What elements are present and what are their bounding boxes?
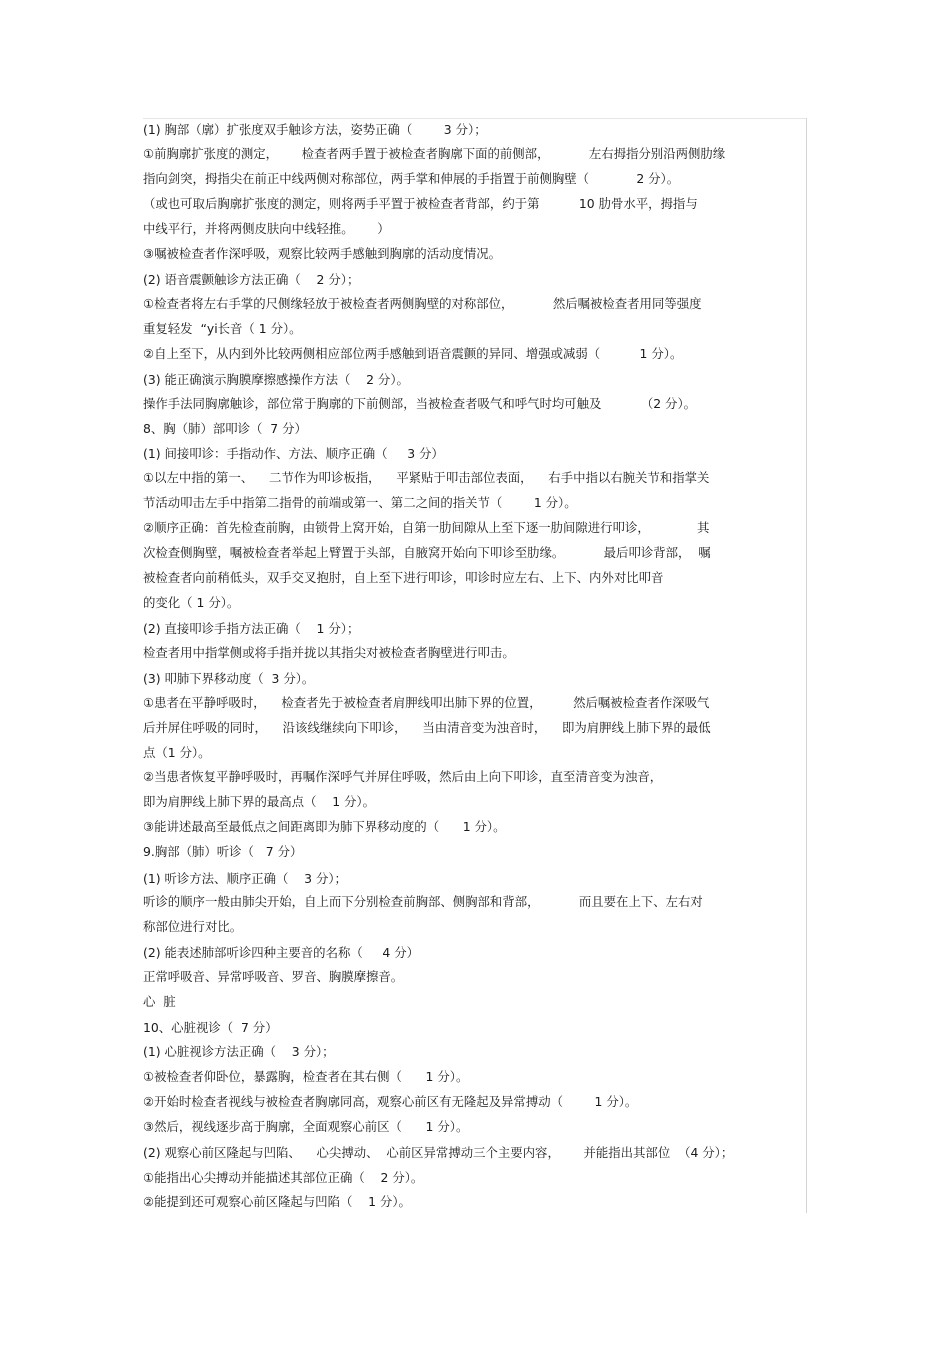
text-line: 指向剑突，拇指尖在前正中线两侧对称部位，两手掌和伸展的手指置于前侧胸壁（ 2 分）。 <box>143 171 680 186</box>
text-line: 的变化（ 1 分）。 <box>143 595 240 610</box>
page-top-border <box>143 118 807 119</box>
text-line: (3) 能正确演示胸膜摩擦感操作方法（ 2 分）。 <box>143 372 409 387</box>
text-line: 次检查侧胸壁，嘱被检查者举起上臂置于头部，自腋窝开始向下叩诊至肋缘。 最后叩诊背部， 嘱 <box>143 545 711 560</box>
text-line: 中线平行，并将两侧皮肤向中线轻推。 ） <box>143 221 390 236</box>
text-line: ②开始时检查者视线与被检查者胸廓同高，观察心前区有无隆起及异常搏动（ 1 分）。 <box>143 1094 638 1109</box>
text-line: 重复轻发 “yi长音（ 1 分）。 <box>143 321 302 336</box>
text-line: 心 脏 <box>143 994 176 1009</box>
text-line: 被检查者向前稍低头，双手交叉抱肘，自上至下进行叩诊，叩诊时应左右、上下、内外对比叩音 <box>143 570 664 585</box>
text-line: 8、胸（肺）部叩诊（ 7 分） <box>143 421 307 436</box>
text-line: (2) 直接叩诊手指方法正确（ 1 分）； <box>143 621 360 636</box>
text-line: (2) 能表述肺部听诊四种主要音的名称（ 4 分） <box>143 945 420 960</box>
text-line: ①前胸廓扩张度的测定， 检查者两手置于被检查者胸廓下面的前侧部， 左右拇指分别沿两侧肋缘 <box>143 146 726 161</box>
text-line: ②自上至下，从内到外比较两侧相应部位两手感触到语音震颤的异同、增强或减弱（ 1 分）。 <box>143 346 683 361</box>
text-line: ①能指出心尖搏动并能描述其部位正确（ 2 分）。 <box>143 1170 424 1185</box>
text-line: (3) 叩肺下界移动度（ 3 分）。 <box>143 671 315 686</box>
text-line: ③嘱被检查者作深呼吸，观察比较两手感触到胸廓的活动度情况。 <box>143 246 502 261</box>
text-line: ①检查者将左右手掌的尺侧缘轻放于被检查者两侧胸壁的对称部位， 然后嘱被检查者用同等强度 <box>143 296 702 311</box>
text-line: (1) 间接叩诊：手指动作、方法、顺序正确（ 3 分） <box>143 446 444 461</box>
text-line: ①被检查者仰卧位，暴露胸，检查者在其右侧（ 1 分）。 <box>143 1069 469 1084</box>
text-line: （或也可取后胸廓扩张度的测定，则将两手平置于被检查者背部，约于第 10 肋骨水平，拇指与 <box>143 196 698 211</box>
text-line: (1) 听诊方法、顺序正确（ 3 分）； <box>143 871 347 886</box>
text-line: 称部位进行对比。 <box>143 919 243 934</box>
text-line: 检查者用中指掌侧或将手指并拢以其指尖对被检查者胸壁进行叩击。 <box>143 645 515 660</box>
page-right-border <box>806 118 807 1213</box>
text-line: 正常呼吸音、异常呼吸音、罗音、胸膜摩擦音。 <box>143 969 404 984</box>
text-line: (1) 胸部（廓）扩张度双手触诊方法，姿势正确（ 3 分）； <box>143 122 487 137</box>
text-line: (2) 语音震颤触诊方法正确（ 2 分）； <box>143 272 360 287</box>
text-line: (1) 心脏视诊方法正确（ 3 分）； <box>143 1044 335 1059</box>
text-line: ②当患者恢复平静呼吸时，再嘱作深呼气并屏住呼吸，然后由上向下叩诊，直至清音变为浊音， <box>143 769 663 784</box>
text-line: ②能提到还可观察心前区隆起与凹陷（ 1 分）。 <box>143 1194 411 1209</box>
text-line: 即为肩胛线上肺下界的最高点（ 1 分）。 <box>143 794 376 809</box>
text-line: ①患者在平静呼吸时， 检查者先于被检查者肩胛线叩出肺下界的位置， 然后嘱被检查者作深吸气 <box>143 695 710 710</box>
text-line: 节活动叩击左手中指第二指骨的前端或第一、第二之间的指关节（ 1 分）。 <box>143 495 577 510</box>
text-line: 9.胸部（肺）听诊（ 7 分） <box>143 844 303 859</box>
text-line: 听诊的顺序一般由肺尖开始，自上而下分别检查前胸部、侧胸部和背部， 而且要在上下、左右对 <box>143 894 703 909</box>
text-line: ③能讲述最高至最低点之间距离即为肺下界移动度的（ 1 分）。 <box>143 819 506 834</box>
text-line: 10、心脏视诊（ 7 分） <box>143 1020 278 1035</box>
text-line: (2) 观察心前区隆起与凹陷、 心尖搏动、 心前区异常搏动三个主要内容， 并能指出其部位 （4 分）； <box>143 1145 734 1160</box>
text-line: ①以左中指的第一、 二节作为叩诊板指， 平紧贴于叩击部位表面， 右手中指以右腕关节和指掌关 <box>143 470 710 485</box>
text-line: 操作手法同胸廓触诊，部位常于胸廓的下前侧部，当被检查者吸气和呼气时均可触及 （2 分）。 <box>143 396 697 411</box>
text-line: ③然后，视线逐步高于胸廓，全面观察心前区（ 1 分）。 <box>143 1119 469 1134</box>
text-line: 后并屏住呼吸的同时， 沿该线继续向下叩诊， 当由清音变为浊音时， 即为肩胛线上肺下界的最低 <box>143 720 711 735</box>
text-line: 点（1 分）。 <box>143 745 211 760</box>
text-line: ②顺序正确：首先检查前胸，由锁骨上窝开始，自第一肋间隙从上至下逐一肋间隙进行叩诊， 其 <box>143 520 710 535</box>
